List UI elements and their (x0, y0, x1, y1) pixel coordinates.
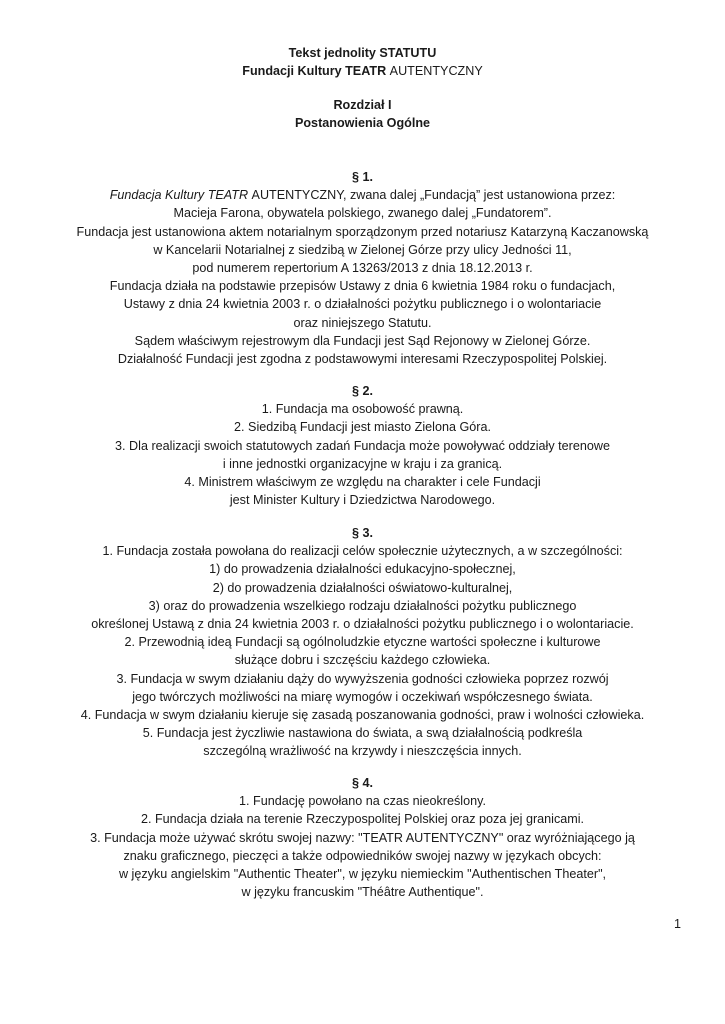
section-3-heading: § 3. (351, 526, 373, 540)
section-2-line: jest Minister Kultury i Dziedzictwa Narodowego. (229, 493, 496, 508)
section-3-line: określonej Ustawą z dnia 24 kwietnia 2003 r. o działalności pożytku publicznego i o wolontariacie. (91, 617, 634, 632)
section-3-line: jego twórczych możliwości na miarę wymogów i oczekiwań współczesnego świata. (132, 689, 593, 704)
section-2-line: 3. Dla realizacji swoich statutowych zadań Fundacja może powoływać oddziały terenowe (115, 438, 610, 453)
section-1-line: pod numerem repertorium A 13263/2013 z dnia 18.12.2013 r. (192, 261, 533, 276)
section-1-heading: § 1. (351, 170, 373, 184)
section-2-heading: § 2. (351, 384, 373, 398)
title-line-2-b: AUTENTYCZNY (389, 64, 483, 79)
section-2-line: 1. Fundacja ma osobowość prawną. (261, 402, 464, 417)
section-1-line: Działalność Fundacji jest zgodna z podstawowymi interesami Rzeczypospolitej Polskiej. (117, 352, 608, 367)
section-4-line: znaku graficznego, pieczęci a także odpowiedników swojej nazwy w językach obcych: (123, 848, 602, 863)
section-1-line: Fundacja działa na podstawie przepisów Ustawy z dnia 6 kwietnia 1984 roku o fundacjach, (109, 279, 616, 294)
section-4-line: w języku angielskim "Authentic Theater", w języku niemieckim "Authentischen Theater", (118, 867, 607, 882)
section-1-line: Ustawy z dnia 24 kwietnia 2003 r. o działalności pożytku publicznego i o wolontariacie (123, 297, 602, 312)
document-title (40, 44, 685, 80)
chapter-heading (40, 96, 685, 132)
section-4-line: w języku francuskim "Théâtre Authentique". (241, 885, 484, 900)
title-line-1: Tekst jednolity STATUTU (288, 46, 437, 60)
section-1-intro-italic: Fundacja Kultury TEATR (109, 188, 252, 203)
page-number: 1 (673, 917, 681, 931)
section-2 (40, 382, 685, 509)
section-1-line: oraz niniejszego Statutu. (293, 315, 432, 330)
section-1-line: Fundacja jest ustanowiona aktem notarialnym sporządzonym przed notariusz Katarzyną Kaczanowską (76, 224, 649, 239)
section-3-line: 3) oraz do prowadzenia wszelkiego rodzaju działalności pożytku publicznego (148, 598, 577, 613)
section-1-intro (40, 186, 685, 204)
section-3 (40, 524, 685, 761)
section-1-line: Sądem właściwym rejestrowym dla Fundacji jest Sąd Rejonowy w Zielonej Górze. (134, 333, 591, 348)
section-1-line: w Kancelarii Notarialnej z siedzibą w Zielonej Górze przy ulicy Jedności 11, (153, 242, 572, 257)
section-4-line: 2. Fundacja działa na terenie Rzeczypospolitej Polskiej oraz poza jej granicami. (140, 812, 585, 827)
section-3-line: 3. Fundacja w swym działaniu dąży do wywyższenia godności człowieka poprzez rozwój (116, 671, 609, 686)
title-line-2-a: Fundacji Kultury TEATR (242, 64, 390, 79)
section-4 (40, 774, 685, 901)
section-3-line: służące dobru i szczęściu każdego człowieka. (234, 653, 491, 668)
section-1 (40, 168, 685, 368)
section-3-line: 2. Przewodnią ideą Fundacji są ogólnoludzkie etyczne wartości społeczne i kulturowe (124, 635, 601, 650)
section-2-line: 4. Ministrem właściwym ze względu na charakter i cele Fundacji (184, 475, 541, 490)
section-4-line: 1. Fundację powołano na czas nieokreślony. (239, 794, 486, 809)
section-4-heading: § 4. (351, 776, 373, 790)
chapter-title: Postanowienia Ogólne (294, 116, 431, 131)
section-3-line: szczególną wrażliwość na krzywdy i nieszczęścia innych. (203, 744, 522, 759)
section-2-line: i inne jednostki organizacyjne w kraju i za granicą. (222, 456, 503, 471)
section-3-line: 1. Fundacja została powołana do realizacji celów społecznie użytecznych, a w szczególności: (102, 544, 623, 559)
section-2-line: 2. Siedzibą Fundacji jest miasto Zielona Góra. (234, 420, 491, 435)
section-4-line: 3. Fundacja może używać skrótu swojej nazwy: "TEATR AUTENTYCZNY" oraz wyróżniającego ją (90, 830, 635, 845)
title-line-2 (40, 62, 685, 80)
section-3-line: 1) do prowadzenia działalności edukacyjno-społecznej, (209, 562, 516, 577)
section-1-intro-rest: , zwana dalej „Fundacją” jest ustanowiona przez: (342, 188, 616, 203)
section-3-line: 5. Fundacja jest życzliwie nastawiona do świata, a swą działalnością podkreśla (142, 726, 583, 741)
section-3-line: 4. Fundacja w swym działaniu kieruje się zasadą poszanowania godności, praw i wolności człowieka. (80, 708, 645, 723)
section-1-line: Macieja Farona, obywatela polskiego, zwanego dalej „Fundatorem”. (173, 206, 552, 221)
section-1-intro-caps: AUTENTYCZNY (251, 188, 343, 203)
section-3-line: 2) do prowadzenia działalności oświatowo-kulturalnej, (212, 580, 513, 595)
chapter-number: Rozdział I (333, 98, 392, 112)
